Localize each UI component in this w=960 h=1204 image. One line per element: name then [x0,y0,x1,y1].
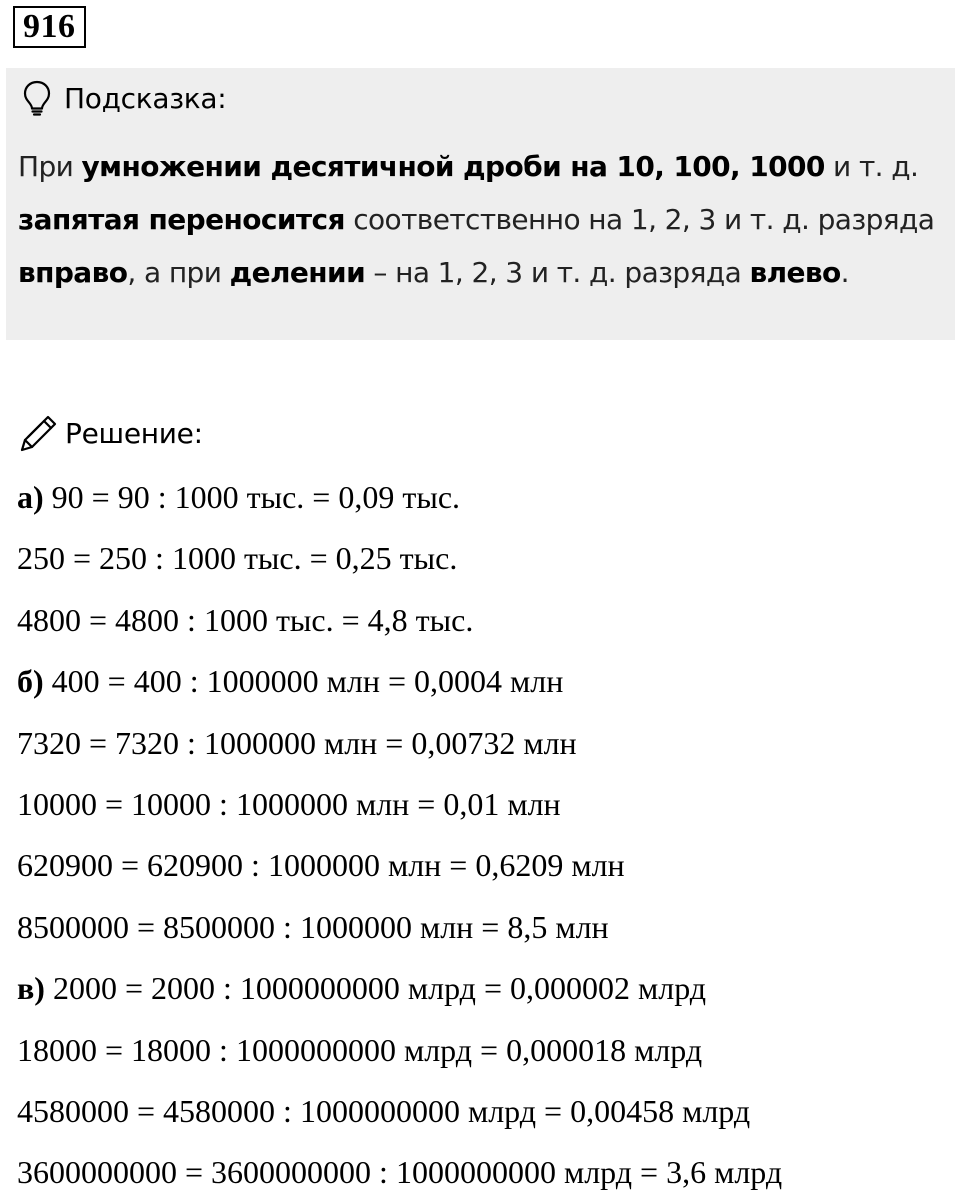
solution-line [17,467,952,528]
hint-text-bold: запятая переносится [18,203,345,236]
solution-line [17,1081,952,1142]
pencil-icon [17,411,61,455]
solution-text: 620900 = 620900 : 1000000 млн = 0,6209 млн [17,847,625,884]
hint-text-plain: соответственно на 1, 2, 3 и т. д. разряда [344,203,935,236]
solution-text: 2000 = 2000 : 1000000000 млрд = 0,000002 млрд [44,970,707,1007]
hint-text-plain: . [840,256,849,289]
hint-text-plain: и т. д. [824,150,919,183]
task-number: 916 [13,6,86,48]
part-label: а) [17,479,44,515]
solution-text: 18000 = 18000 : 1000000000 млрд = 0,000018 млрд [17,1031,703,1068]
solution-text: 3600000000 = 3600000000 : 1000000000 млрд = 3,6 млрд [17,1154,783,1191]
solution-text: 10000 = 10000 : 1000000 млн = 0,01 млн [17,785,561,822]
solution-text: 90 = 90 : 1000 тыс. = 0,09 тыс. [43,479,461,515]
solution-line [17,528,952,589]
solution-line [17,897,952,958]
hint-header [22,78,226,118]
solution-line [17,713,952,774]
hint-line-3 [18,246,948,299]
hint-title: Подсказка: [64,81,227,115]
part-label: б) [17,663,44,700]
hint-text-bold: умножении десятичной дроби на 10, 100, 1000 [81,150,825,183]
hint-box [6,68,955,340]
solution-header [17,408,203,458]
solution-line [17,651,952,712]
hint-text-plain: , а при [127,256,230,289]
solution-line [17,1020,952,1081]
lightbulb-icon [22,79,52,117]
hint-text-plain: При [18,150,82,183]
solution-text: 4580000 = 4580000 : 1000000000 млрд = 0,00458 млрд [17,1092,751,1129]
hint-text-bold: делении [229,256,366,289]
hint-line-2 [18,193,948,246]
solution-line [17,1142,952,1203]
solution-line [17,835,952,896]
solution-line [17,958,952,1019]
solution-text: 8500000 = 8500000 : 1000000 млн = 8,5 млн [17,908,609,945]
solution-text: 7320 = 7320 : 1000000 млн = 0,00732 млн [17,724,577,761]
solution-text: 250 = 250 : 1000 тыс. = 0,25 тыс. [17,540,458,577]
hint-text-bold: вправо [18,256,128,289]
solution-line [17,590,952,651]
solution-text: 400 = 400 : 1000000 млн = 0,0004 млн [43,663,564,700]
hint-text-plain: – на 1, 2, 3 и т. д. разряда [365,256,750,289]
hint-text [18,140,948,299]
hint-text-bold: влево [749,256,841,289]
hint-line-1 [18,140,948,193]
solution-text: 4800 = 4800 : 1000 тыс. = 4,8 тыс. [17,601,474,638]
solution-body [17,467,952,1204]
solution-title: Решение: [65,416,203,450]
solution-line [17,774,952,835]
part-label: в) [17,970,45,1007]
